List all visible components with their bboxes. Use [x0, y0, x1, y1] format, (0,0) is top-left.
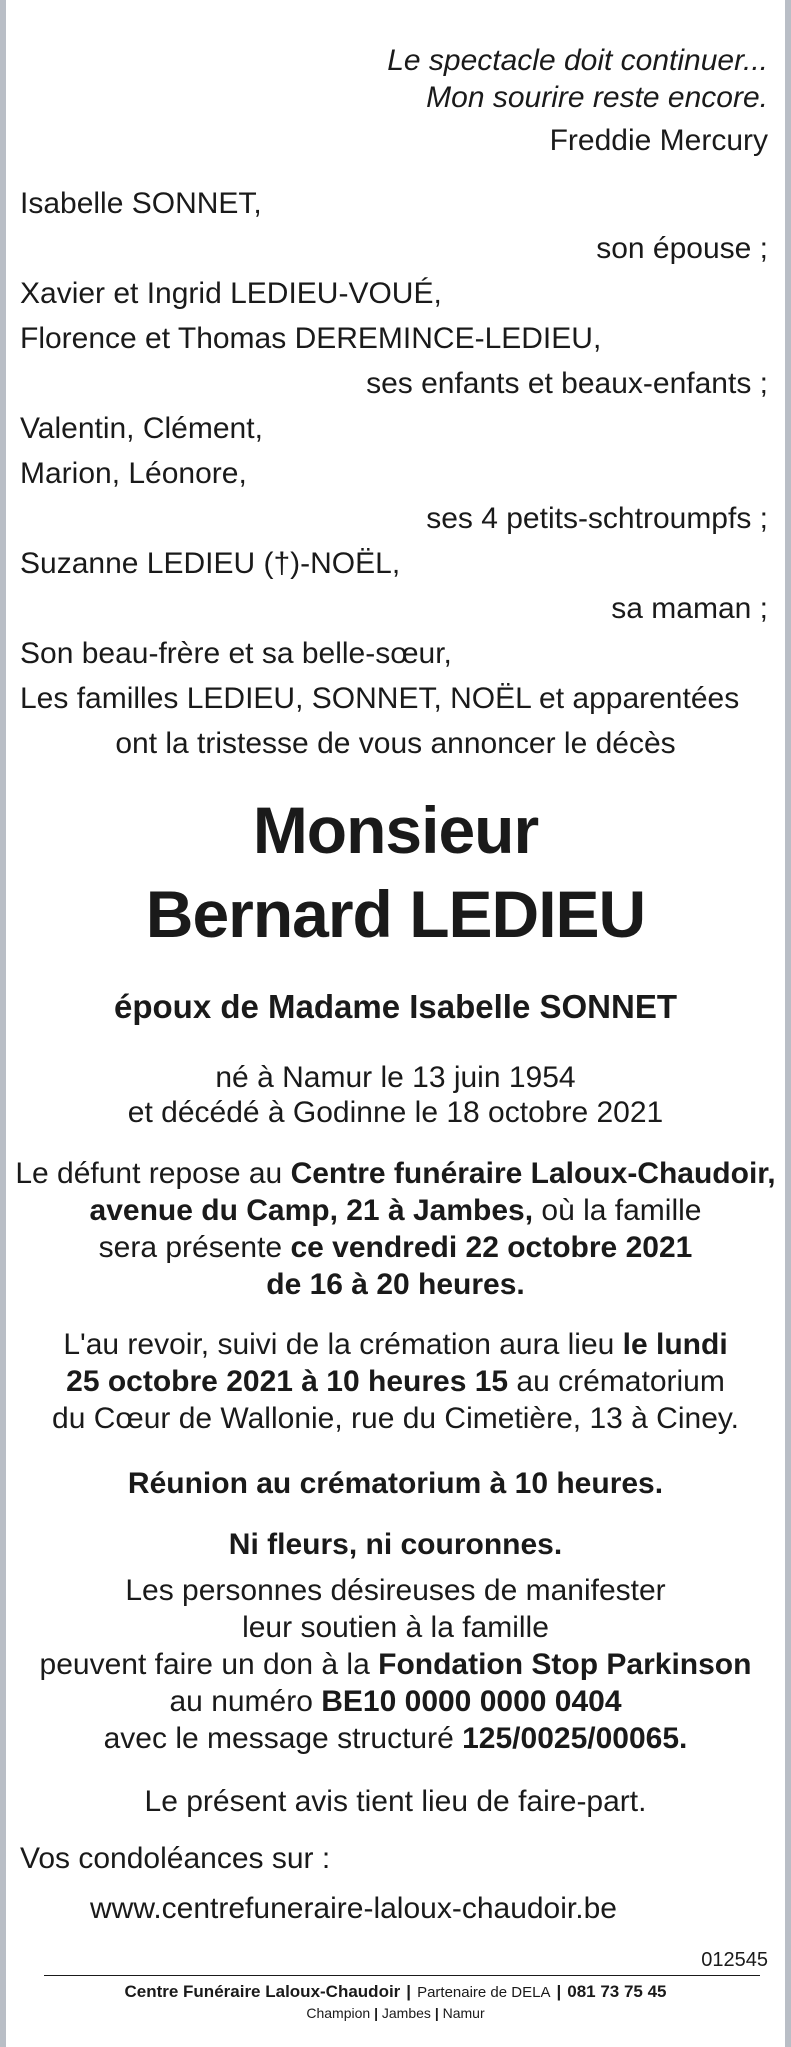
- donation-line-3: peuvent faire un don à la Fondation Stop Parkinson: [39, 1648, 752, 1681]
- condolences-url[interactable]: www.centrefuneraire-laloux-chaudoir.be: [90, 1892, 617, 1925]
- reference-code: 012545: [701, 1949, 768, 1971]
- death-line: et décédé à Godinne le 18 octobre 2021: [127, 1096, 664, 1129]
- wife-name: Isabelle SONNET,: [20, 187, 262, 220]
- child-couple-1: Xavier et Ingrid LEDIEU-VOUÉ,: [20, 277, 442, 310]
- visitation-line-1: Le défunt repose au Centre funéraire Laloux-Chaudoir,: [15, 1157, 776, 1190]
- quote-line-1: Le spectacle doit continuer...: [387, 44, 768, 77]
- announcement: ont la tristesse de vous annoncer le décès: [115, 727, 676, 760]
- quote-author: Freddie Mercury: [549, 124, 768, 157]
- deceased-title: Monsieur: [252, 793, 539, 867]
- donation-account: au numéro BE10 0000 0000 0404: [169, 1685, 622, 1718]
- grandchildren-2: Marion, Léonore,: [20, 457, 247, 490]
- ceremony-line-1: L'au revoir, suivi de la crémation aura lieu le lundi: [63, 1328, 728, 1361]
- meeting-line: Réunion au crématorium à 10 heures.: [127, 1467, 664, 1500]
- condolences-label: Vos condoléances sur :: [20, 1842, 331, 1875]
- donation-line-1: Les personnes désireuses de manifester: [125, 1574, 666, 1607]
- ceremony-line-2: 25 octobre 2021 à 10 heures 15 au crématorium: [66, 1365, 725, 1398]
- grandchildren-1: Valentin, Clément,: [20, 412, 263, 445]
- mother-role: sa maman ;: [611, 592, 768, 625]
- notice-line: Le présent avis tient lieu de faire-part.: [144, 1785, 647, 1818]
- footer-company: Centre Funéraire Laloux-Chaudoir: [124, 1982, 401, 2001]
- quote-line-2: Mon sourire reste encore.: [426, 81, 768, 114]
- footer-line-1: Centre Funéraire Laloux-Chaudoir | Partenaire de DELA | 081 73 75 45: [124, 1982, 667, 2001]
- spouse-line: époux de Madame Isabelle SONNET: [114, 988, 677, 1025]
- deceased-name: Bernard LEDIEU: [145, 877, 646, 951]
- grandchildren-role: ses 4 petits-schtroumpfs ;: [426, 502, 768, 535]
- related-families: Les familles LEDIEU, SONNET, NOËL et apparentées: [20, 682, 740, 715]
- visitation-line-3: sera présente ce vendredi 22 octobre 2021: [98, 1231, 693, 1264]
- footer-divider: [44, 1975, 760, 1976]
- ceremony-line-3: du Cœur de Wallonie, rue du Cimetière, 13 à Ciney.: [52, 1402, 739, 1435]
- visitation-line-2: avenue du Camp, 21 à Jambes, où la famille: [89, 1194, 702, 1227]
- birth-line: né à Namur le 13 juin 1954: [215, 1061, 576, 1094]
- no-flowers: Ni fleurs, ni couronnes.: [228, 1528, 563, 1561]
- children-role: ses enfants et beaux-enfants ;: [366, 367, 768, 400]
- in-laws: Son beau-frère et sa belle-sœur,: [20, 637, 452, 670]
- mother-name: Suzanne LEDIEU (†)-NOËL,: [20, 547, 401, 580]
- donation-line-2: leur soutien à la famille: [242, 1611, 549, 1644]
- wife-role: son épouse ;: [596, 232, 768, 265]
- footer-locations: Champion | Jambes | Namur: [306, 2005, 485, 2021]
- visitation-hours: de 16 à 20 heures.: [266, 1268, 525, 1301]
- donation-message: avec le message structuré 125/0025/00065.: [103, 1722, 688, 1755]
- footer-partner: Partenaire de DELA: [417, 1984, 551, 2001]
- child-couple-2: Florence et Thomas DEREMINCE-LEDIEU,: [20, 322, 602, 355]
- footer-phone: 081 73 75 45: [567, 1982, 667, 2001]
